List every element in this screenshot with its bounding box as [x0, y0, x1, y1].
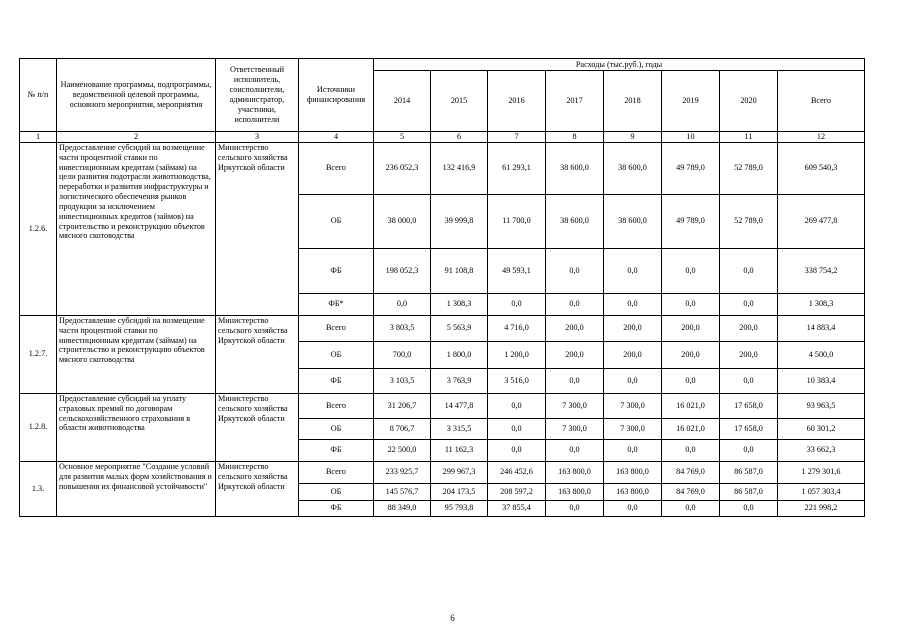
year-value: 16 021,0	[662, 393, 720, 418]
table-row	[20, 461, 865, 483]
year-value: 0,0	[546, 248, 604, 293]
column-number: 1	[20, 132, 57, 143]
year-value: 700,0	[374, 341, 431, 368]
column-number: 10	[662, 132, 720, 143]
funding-source: Всего	[299, 142, 374, 194]
year-value: 0,0	[488, 393, 546, 418]
total-value: 609 540,3	[778, 142, 865, 194]
year-value: 84 769,0	[662, 483, 720, 500]
total-value: 1 279 301,6	[778, 461, 865, 483]
year-value: 233 925,7	[374, 461, 431, 483]
table-body	[20, 142, 865, 516]
column-number: 7	[488, 132, 546, 143]
year-value: 37 855,4	[488, 500, 546, 516]
year-value: 7 300,0	[546, 393, 604, 418]
year-value: 38 600,0	[604, 142, 662, 194]
year-value: 3 803,5	[374, 315, 431, 341]
total-value: 269 477,8	[778, 194, 865, 248]
year-value: 7 300,0	[604, 418, 662, 439]
year-value: 52 789,0	[720, 142, 778, 194]
year-value: 163 800,0	[546, 483, 604, 500]
total-value: 1 308,3	[778, 293, 865, 315]
column-number: 4	[299, 132, 374, 143]
year-value: 31 206,7	[374, 393, 431, 418]
year-value: 0,0	[546, 293, 604, 315]
column-number: 8	[546, 132, 604, 143]
year-value: 52 789,0	[720, 194, 778, 248]
header-year: 2020	[720, 71, 778, 132]
year-value: 14 477,8	[431, 393, 488, 418]
funding-source: ОБ	[299, 194, 374, 248]
year-value: 0,0	[374, 293, 431, 315]
year-value: 16 021,0	[662, 418, 720, 439]
header-num: № п/п	[20, 59, 57, 132]
activity-name: Основное мероприятие "Создание условий для развития малых форм хозяйствования и повышения их финансовой устойчивости"	[57, 461, 216, 516]
table-row	[20, 315, 865, 341]
year-value: 39 999,8	[431, 194, 488, 248]
year-value: 38 600,0	[546, 194, 604, 248]
year-value: 3 103,5	[374, 368, 431, 393]
year-value: 0,0	[662, 439, 720, 461]
header-year: 2019	[662, 71, 720, 132]
year-value: 0,0	[720, 248, 778, 293]
column-number: 9	[604, 132, 662, 143]
header-year: 2016	[488, 71, 546, 132]
total-value: 33 662,3	[778, 439, 865, 461]
header-responsible: Ответственный исполнитель, соисполнители, администратор, участники, исполнители	[216, 59, 299, 132]
year-value: 163 800,0	[604, 483, 662, 500]
budget-table	[19, 58, 865, 517]
header-year: 2014	[374, 71, 431, 132]
header-total: Всего	[778, 71, 865, 132]
year-value: 200,0	[546, 315, 604, 341]
year-value: 132 416,9	[431, 142, 488, 194]
year-value: 0,0	[662, 248, 720, 293]
year-value: 4 716,0	[488, 315, 546, 341]
year-value: 84 769,0	[662, 461, 720, 483]
year-value: 7 300,0	[604, 393, 662, 418]
year-value: 0,0	[546, 500, 604, 516]
total-value: 338 754,2	[778, 248, 865, 293]
responsible-executor: Министерство сельского хозяйства Иркутской области	[216, 142, 299, 315]
year-value: 0,0	[488, 418, 546, 439]
year-value: 3 763,9	[431, 368, 488, 393]
year-value: 1 200,0	[488, 341, 546, 368]
year-value: 86 587,0	[720, 483, 778, 500]
header-year: 2015	[431, 71, 488, 132]
total-value: 10 383,4	[778, 368, 865, 393]
funding-source: Всего	[299, 315, 374, 341]
year-value: 0,0	[546, 439, 604, 461]
funding-source: ФБ	[299, 248, 374, 293]
year-value: 200,0	[604, 315, 662, 341]
year-value: 0,0	[604, 368, 662, 393]
year-value: 163 800,0	[604, 461, 662, 483]
total-value: 4 500,0	[778, 341, 865, 368]
year-value: 0,0	[662, 500, 720, 516]
year-value: 198 052,3	[374, 248, 431, 293]
year-value: 8 706,7	[374, 418, 431, 439]
year-value: 0,0	[546, 368, 604, 393]
funding-source: ФБ*	[299, 293, 374, 315]
year-value: 0,0	[662, 293, 720, 315]
year-value: 3 315,5	[431, 418, 488, 439]
year-value: 0,0	[604, 439, 662, 461]
year-value: 200,0	[662, 341, 720, 368]
year-value: 200,0	[720, 315, 778, 341]
year-value: 145 576,7	[374, 483, 431, 500]
year-value: 163 800,0	[546, 461, 604, 483]
year-value: 0,0	[720, 439, 778, 461]
year-value: 49 789,0	[662, 142, 720, 194]
total-value: 1 057 303,4	[778, 483, 865, 500]
year-value: 7 300,0	[546, 418, 604, 439]
responsible-executor: Министерство сельского хозяйства Иркутской области	[216, 393, 299, 461]
page-number: 6	[450, 613, 455, 623]
year-value: 0,0	[604, 293, 662, 315]
responsible-executor: Министерство сельского хозяйства Иркутской области	[216, 461, 299, 516]
year-value: 1 308,3	[431, 293, 488, 315]
total-value: 60 301,2	[778, 418, 865, 439]
year-value: 3 516,0	[488, 368, 546, 393]
header-sources: Источники финансирования	[299, 59, 374, 132]
year-value: 22 500,0	[374, 439, 431, 461]
year-value: 17 658,0	[720, 418, 778, 439]
total-value: 221 998,2	[778, 500, 865, 516]
year-value: 200,0	[662, 315, 720, 341]
year-value: 236 052,3	[374, 142, 431, 194]
header-name: Наименование программы, подпрограммы, ведомственной целевой программы, основного мероприятия, мероприятия	[57, 59, 216, 132]
activity-name: Предоставление субсидий на возмещение части процентной ставки по инвестиционным кредитам (займам) на строительство и реконструкцию объектов мясного скотоводства	[57, 315, 216, 393]
year-value: 38 600,0	[604, 194, 662, 248]
column-number: 2	[57, 132, 216, 143]
funding-source: ОБ	[299, 483, 374, 500]
column-number: 3	[216, 132, 299, 143]
year-value: 200,0	[546, 341, 604, 368]
year-value: 88 349,0	[374, 500, 431, 516]
year-value: 246 452,6	[488, 461, 546, 483]
funding-source: ОБ	[299, 418, 374, 439]
year-value: 0,0	[604, 500, 662, 516]
total-value: 14 883,4	[778, 315, 865, 341]
year-value: 11 162,3	[431, 439, 488, 461]
year-value: 11 700,0	[488, 194, 546, 248]
year-value: 61 293,1	[488, 142, 546, 194]
year-value: 0,0	[488, 293, 546, 315]
header-expenses: Расходы (тыс.руб.), годы	[374, 59, 865, 71]
row-number: 1.3.	[20, 461, 57, 516]
year-value: 49 593,1	[488, 248, 546, 293]
funding-source: ФБ	[299, 439, 374, 461]
activity-name: Предоставление субсидий на уплату страховых премий по договорам сельскохозяйственного страхования в области животноводства	[57, 393, 216, 461]
year-value: 17 658,0	[720, 393, 778, 418]
year-value: 0,0	[488, 439, 546, 461]
year-value: 38 000,0	[374, 194, 431, 248]
year-value: 204 173,5	[431, 483, 488, 500]
table-row	[20, 393, 865, 418]
column-number: 5	[374, 132, 431, 143]
year-value: 0,0	[720, 500, 778, 516]
table-row	[20, 142, 865, 194]
year-value: 38 600,0	[546, 142, 604, 194]
year-value: 86 587,0	[720, 461, 778, 483]
year-value: 91 108,8	[431, 248, 488, 293]
year-value: 0,0	[662, 368, 720, 393]
header-year: 2017	[546, 71, 604, 132]
row-number: 1.2.8.	[20, 393, 57, 461]
funding-source: Всего	[299, 393, 374, 418]
year-value: 200,0	[604, 341, 662, 368]
year-value: 49 789,0	[662, 194, 720, 248]
header-year: 2018	[604, 71, 662, 132]
year-value: 95 793,8	[431, 500, 488, 516]
table-header	[20, 59, 865, 143]
total-value: 93 963,5	[778, 393, 865, 418]
year-value: 200,0	[720, 341, 778, 368]
row-number: 1.2.7.	[20, 315, 57, 393]
column-number: 11	[720, 132, 778, 143]
funding-source: ФБ	[299, 500, 374, 516]
funding-source: Всего	[299, 461, 374, 483]
year-value: 0,0	[604, 248, 662, 293]
year-value: 0,0	[720, 368, 778, 393]
responsible-executor: Министерство сельского хозяйства Иркутской области	[216, 315, 299, 393]
row-number: 1.2.6.	[20, 142, 57, 315]
funding-source: ФБ	[299, 368, 374, 393]
column-number: 6	[431, 132, 488, 143]
year-value: 208 597,2	[488, 483, 546, 500]
year-value: 0,0	[720, 293, 778, 315]
column-number: 12	[778, 132, 865, 143]
year-value: 299 967,3	[431, 461, 488, 483]
year-value: 1 800,0	[431, 341, 488, 368]
funding-source: ОБ	[299, 341, 374, 368]
activity-name: Предоставление субсидий на возмещение части процентной ставки по инвестиционным кредитам (займам) на цели развития подотрасли животноводства, переработки и развития инфраструктуры и логистического обеспечения рынков продукции за исключением инвестиционных кредитов (займов) на строительство и реконструкцию объектов мясного скотоводства	[57, 142, 216, 315]
year-value: 5 563,9	[431, 315, 488, 341]
